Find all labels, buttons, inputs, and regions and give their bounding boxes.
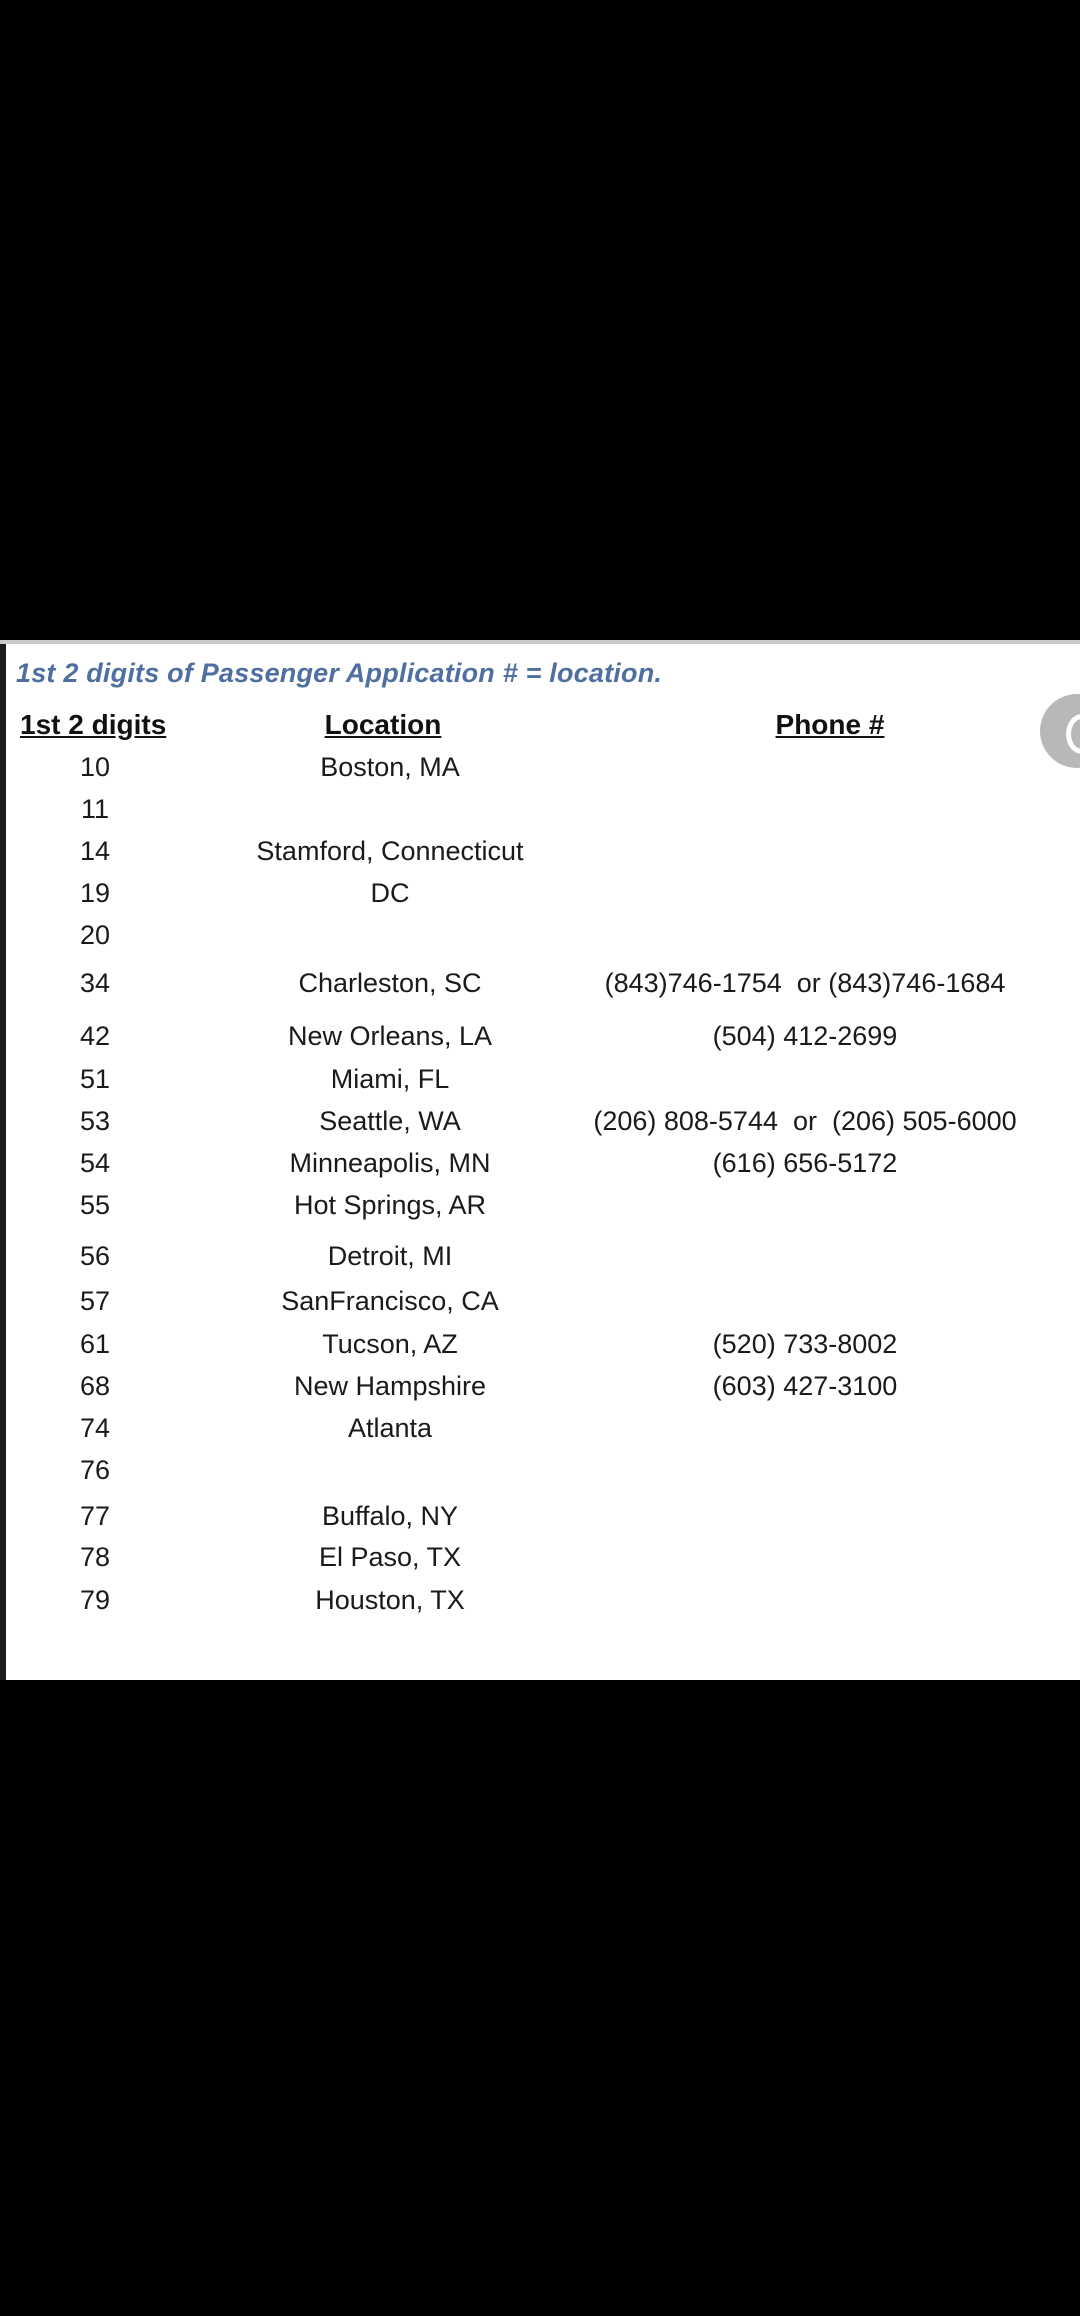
cell-digits: 14 [79, 836, 111, 866]
cell-digits: 11 [80, 794, 110, 824]
cell-digits: 34 [79, 968, 111, 998]
table-row [0, 794, 1080, 830]
table-row [0, 1371, 1080, 1407]
cell-location: El Paso, TX [318, 1542, 462, 1572]
cell-location: Hot Springs, AR [293, 1190, 487, 1220]
cell-digits: 19 [79, 878, 111, 908]
column-header-digits: 1st 2 digits [20, 709, 167, 740]
cell-phone: (520) 733-8002 [712, 1329, 898, 1359]
cell-location: Houston, TX [315, 1585, 465, 1615]
table-row [0, 1413, 1080, 1449]
table-row [0, 1455, 1080, 1491]
cell-phone: (206) 808-5744 or (206) 505-6000 [593, 1106, 1017, 1136]
cell-location: Stamford, Connecticut [256, 836, 524, 866]
table-row [0, 1190, 1080, 1226]
column-header-location: Location [324, 709, 442, 740]
table-row [0, 1501, 1080, 1537]
cell-digits: 77 [79, 1501, 111, 1531]
cell-digits: 55 [79, 1190, 111, 1220]
table-row [0, 1106, 1080, 1142]
cell-location: New Orleans, LA [287, 1021, 493, 1051]
column-header-phone: Phone # [775, 709, 885, 740]
cell-digits: 61 [79, 1329, 111, 1359]
cell-digits: 54 [79, 1148, 111, 1178]
cell-digits: 56 [79, 1241, 111, 1271]
cell-digits: 51 [79, 1064, 111, 1094]
table-row [0, 1329, 1080, 1365]
table-row [0, 878, 1080, 914]
table-row [0, 1241, 1080, 1277]
cell-digits: 74 [79, 1413, 111, 1443]
table-row [0, 836, 1080, 872]
table-row [0, 1585, 1080, 1621]
cell-location: Seattle, WA [319, 1106, 461, 1136]
table-row [0, 1148, 1080, 1184]
table-row [0, 752, 1080, 788]
cell-location: New Hampshire [293, 1371, 487, 1401]
cell-location: Atlanta [347, 1413, 433, 1443]
spreadsheet-image [0, 640, 1080, 1680]
cell-location: Detroit, MI [327, 1241, 453, 1271]
cell-digits: 20 [79, 920, 111, 950]
cell-location: Boston, MA [320, 752, 460, 782]
cell-location: Miami, FL [330, 1064, 450, 1094]
table-row [0, 920, 1080, 956]
sheet-title: 1st 2 digits of Passenger Application # = location. [16, 658, 663, 688]
cell-digits: 10 [79, 752, 111, 782]
table-row [0, 1542, 1080, 1578]
cell-phone: (504) 412-2699 [712, 1021, 898, 1051]
cell-location: Charleston, SC [298, 968, 482, 998]
table-row [0, 1021, 1080, 1057]
cell-location: SanFrancisco, CA [281, 1286, 499, 1316]
table-row [0, 1064, 1080, 1100]
cell-phone: (603) 427-3100 [712, 1371, 898, 1401]
cell-digits: 42 [79, 1021, 111, 1051]
cell-digits: 68 [79, 1371, 111, 1401]
cell-phone: (843)746-1754 or (843)746-1684 [604, 968, 1006, 998]
cell-digits: 57 [79, 1286, 111, 1316]
cell-location: Buffalo, NY [321, 1501, 459, 1531]
cell-digits: 53 [79, 1106, 111, 1136]
cell-phone: (616) 656-5172 [712, 1148, 898, 1178]
table-row [0, 968, 1080, 1004]
cell-digits: 79 [79, 1585, 111, 1615]
cell-location: Tucson, AZ [322, 1329, 458, 1359]
cell-location: DC [370, 878, 410, 908]
cell-digits: 78 [79, 1542, 111, 1572]
cell-digits: 76 [79, 1455, 111, 1485]
cell-location: Minneapolis, MN [289, 1148, 491, 1178]
table-row [0, 1286, 1080, 1322]
